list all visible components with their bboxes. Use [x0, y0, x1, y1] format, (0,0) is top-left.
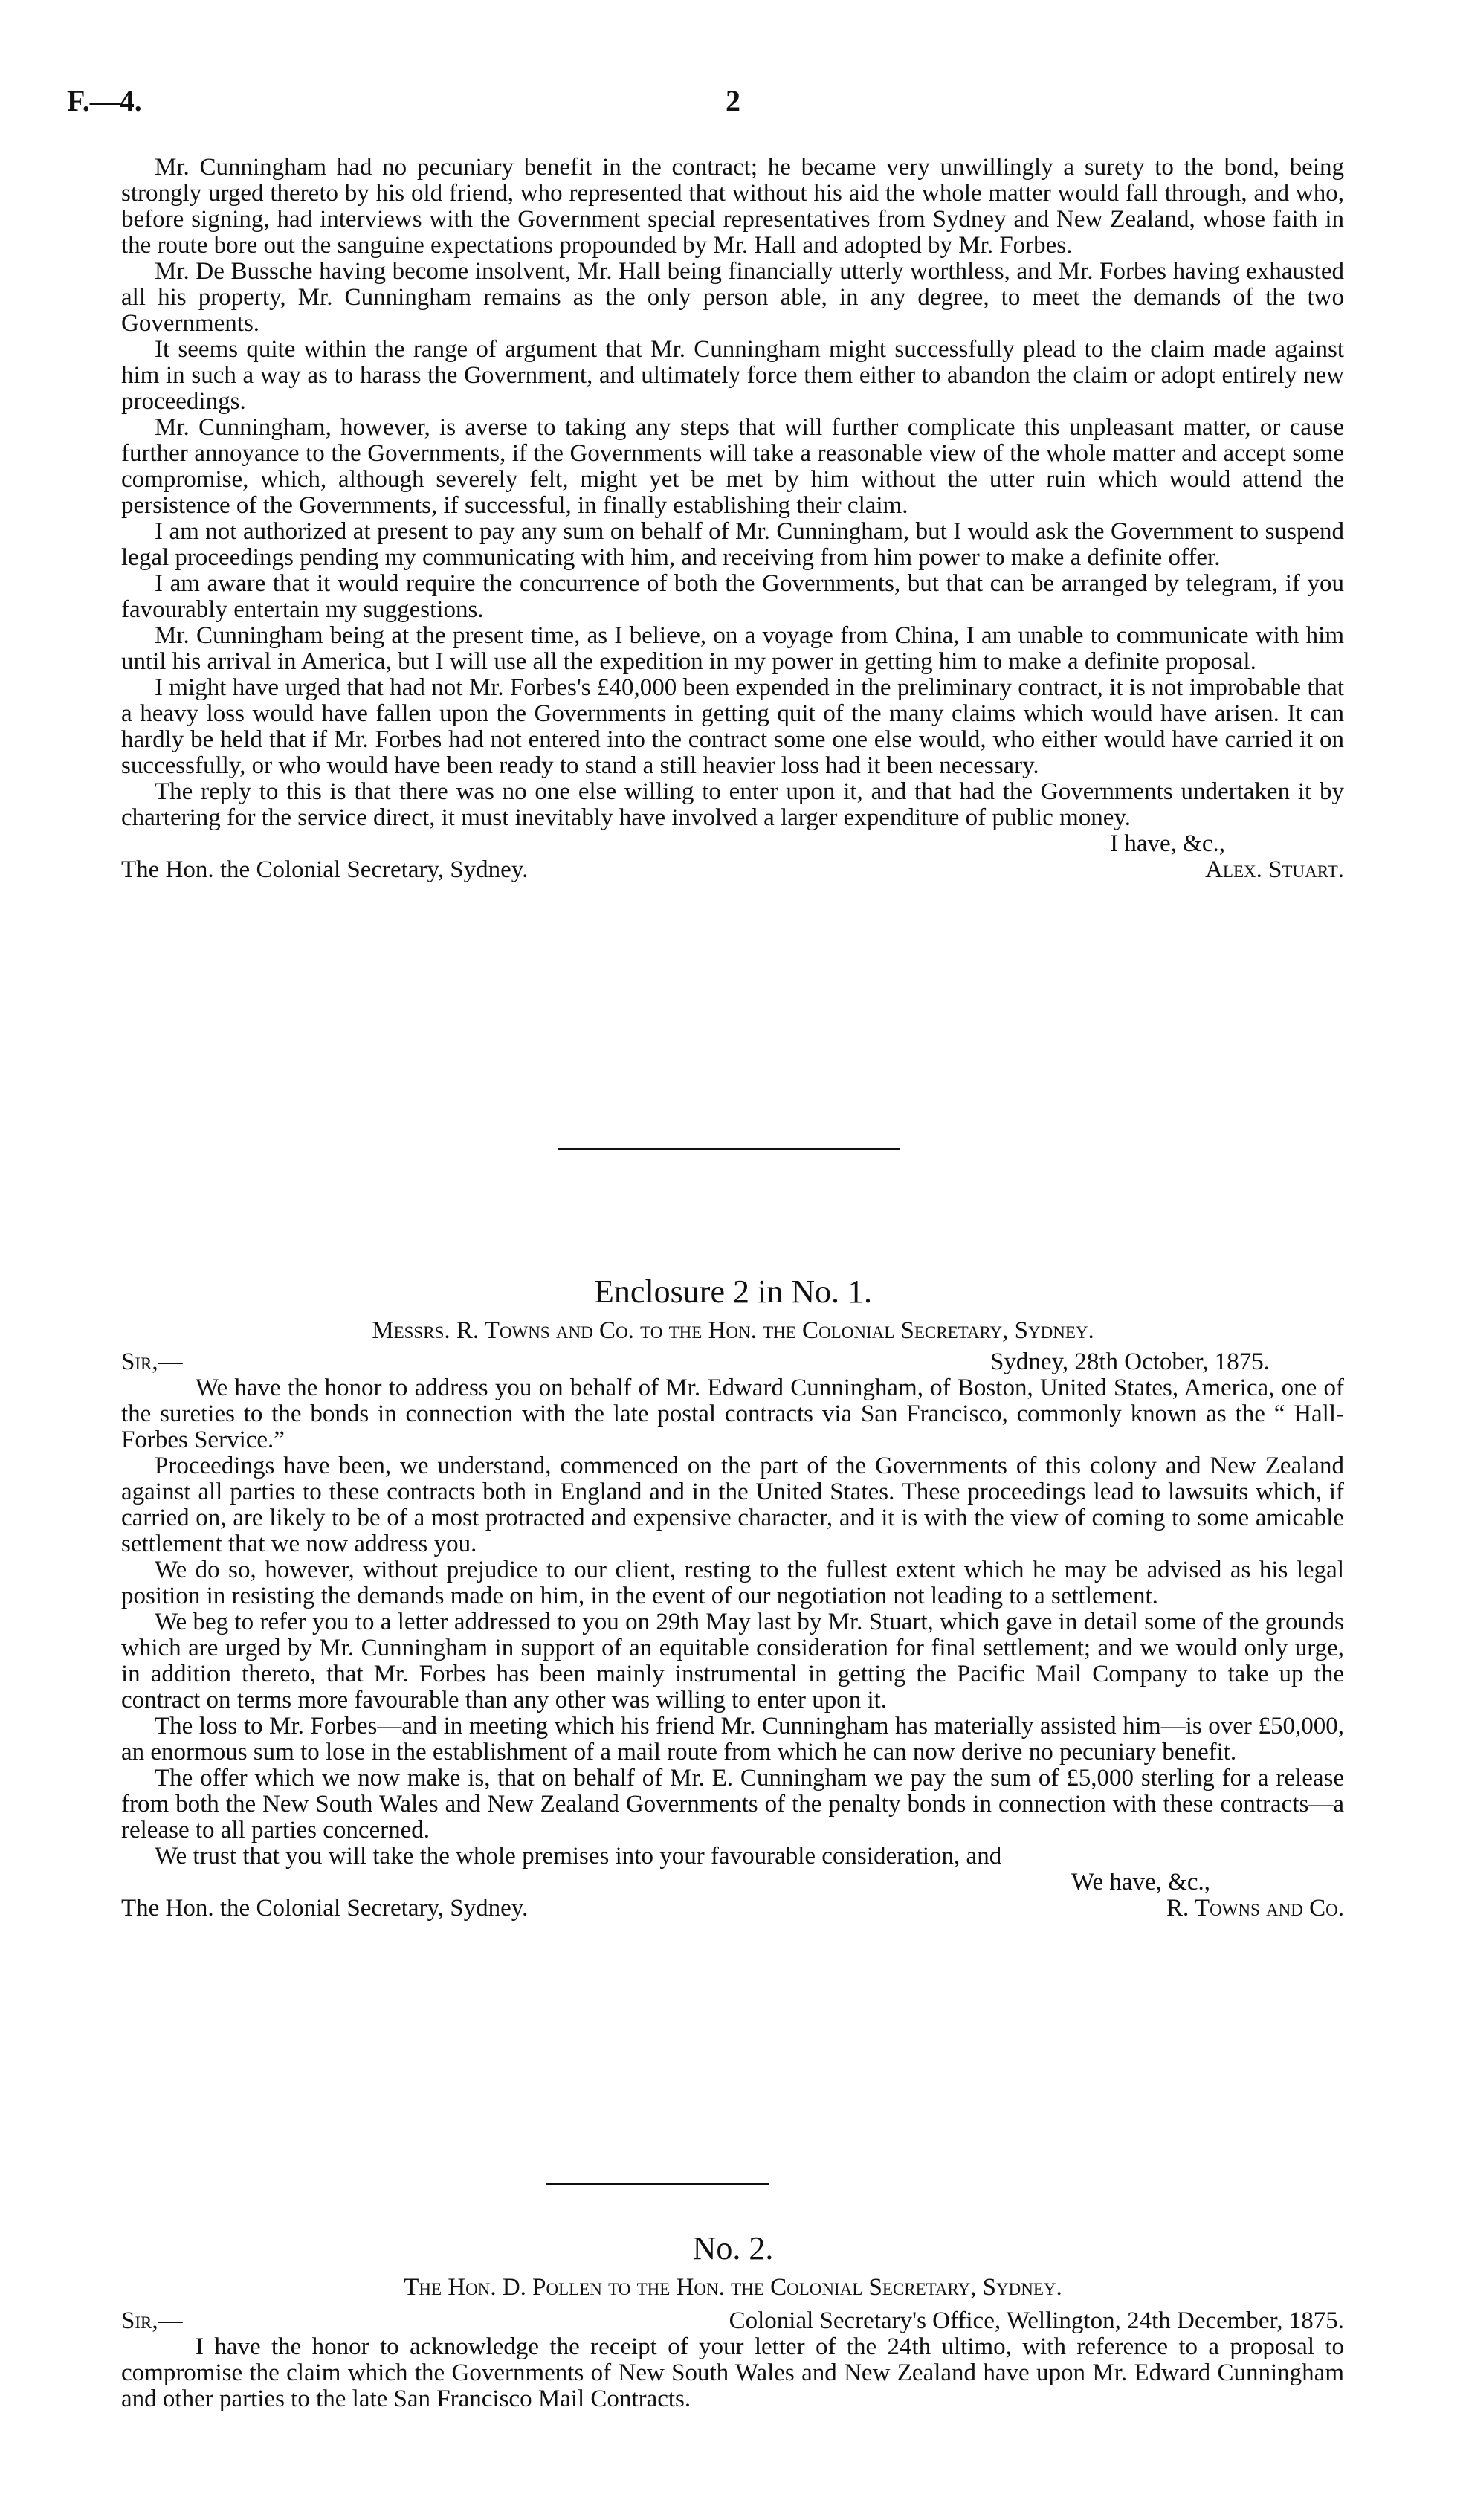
paragraph: We trust that you will take the whole premises into your favourable consideration, and	[155, 1843, 1002, 1870]
enclosure-subtitle: Messrs. R. Towns and Co. to the Hon. the Colonial Secretary, Sydney.	[372, 1317, 1094, 1344]
paragraph: It seems quite within the range of argument that Mr. Cunningham might successfully plead to the claim made against him in such a way as to harass the Government, and ultimately force them either to abandon the claim or adopt entirely new proceedings.	[121, 336, 1344, 415]
no2-title: No. 2.	[692, 2230, 774, 2267]
no2-subtitle: The Hon. D. Pollen to the Hon. the Colonial Secretary, Sydney.	[404, 2274, 1062, 2301]
paragraph: Mr. Cunningham had no pecuniary benefit in the contract; he became very unwillingly a surety to the bond, being strongly urged thereto by his old friend, who represented that without his aid the whole matter would fall through, and who, before signing, had interviews with the Government special representatives from Sydney and New Zealand, whose faith in the route bore out the sanguine expectations propounded by Mr. Hall and adopted by Mr. Forbes.	[121, 154, 1344, 259]
addressee: The Hon. the Colonial Secretary, Sydney.	[121, 1895, 529, 1922]
closing-row	[121, 831, 1344, 857]
page-number: 2	[726, 84, 740, 117]
paragraph: We do so, however, without prejudice to our client, resting to the fullest extent which he may be advised as his legal position in resisting the demands made on him, in the event of our negotiation not leading to a settlement.	[121, 1557, 1344, 1609]
dateline: Sydney, 28th October, 1875.	[990, 1348, 1270, 1375]
closing: I have, &c.,	[1110, 830, 1225, 857]
closing-row	[121, 1870, 1344, 1896]
section-divider	[558, 1148, 900, 1150]
paragraph: I have the honor to acknowledge the receipt of your letter of the 24th ultimo, with reference to a proposal to compromise the claim which the Governments of New South Wales and New Zealand have upon Mr. Edward Cunningham and other parties to the late San Francisco Mail Contracts.	[121, 2333, 1344, 2412]
signature: Alex. Stuart.	[1205, 856, 1344, 883]
paper-reference: F.—4.	[67, 84, 142, 117]
paragraph: Proceedings have been, we understand, commenced on the part of the Governments of this colony and New Zealand against all parties to these contracts both in England and in the United States. These proceedings lead to lawsuits which, if carried on, are likely to be of a most protracted and expensive character, and it is with the view of coming to some amicable settlement that we now address you.	[121, 1453, 1344, 1557]
paragraph: We have the honor to address you on behalf of Mr. Edward Cunningham, of Boston, United States, America, one of the sureties to the bonds in connection with the late postal contracts via San Francisco, commonly known as the “ Hall-Forbes Service.”	[121, 1374, 1344, 1453]
paragraph: I am aware that it would require the concurrence of both the Governments, but that can be arranged by telegram, if you favourably entertain my suggestions.	[121, 570, 1344, 623]
section-divider	[546, 2183, 769, 2185]
closing: We have, &c.,	[1071, 1869, 1210, 1896]
salutation: Sir,—	[121, 2307, 183, 2334]
paragraph: Mr. De Bussche having become insolvent, Mr. Hall being financially utterly worthless, and Mr. Forbes having exhausted all his property, Mr. Cunningham remains as the only person able, in any degree, to meet the demands of the two Governments.	[121, 258, 1344, 337]
letter-towns-body	[121, 1349, 1344, 1922]
paragraph: Mr. Cunningham being at the present time, as I believe, on a voyage from China, I am unable to communicate with him until his arrival in America, but I will use all the expedition in my power in getting him to make a definite proposal.	[121, 622, 1344, 675]
salutation-row	[121, 2308, 1344, 2334]
salutation: Sir,—	[121, 1348, 183, 1375]
salutation-row	[121, 1349, 1344, 1375]
paragraph: I might have urged that had not Mr. Forbes's £40,000 been expended in the preliminary contract, it is not improbable that a heavy loss would have fallen upon the Governments in getting quit of the many claims which would have arisen. It can hardly be held that if Mr. Forbes had not entered into the contract some one else would, who either would have carried it on successfully, or who would have been ready to stand a still heavier loss had it been necessary.	[121, 674, 1344, 779]
enclosure-title: Enclosure 2 in No. 1.	[594, 1273, 872, 1310]
addressee: The Hon. the Colonial Secretary, Sydney.	[121, 856, 529, 883]
paragraph: The loss to Mr. Forbes—and in meeting which his friend Mr. Cunningham has materially assisted him—is over £50,000, an enormous sum to lose in the establishment of a mail route from which he can now derive no pecuniary benefit.	[121, 1713, 1344, 1765]
paragraph: Mr. Cunningham, however, is averse to taking any steps that will further complicate this unpleasant matter, or cause further annoyance to the Governments, if the Governments will take a reasonable view of the whole matter and accept some compromise, which, although severely felt, might yet be met by him without the utter ruin which would attend the persistence of the Governments, if successful, in finally establishing their claim.	[121, 414, 1344, 519]
paragraph: The offer which we now make is, that on behalf of Mr. E. Cunningham we pay the sum of £5,000 sterling for a release from both the New South Wales and New Zealand Governments of the penalty bonds in connection with these contracts—a release to all parties concerned.	[121, 1765, 1344, 1844]
paragraph: I am not authorized at present to pay any sum on behalf of Mr. Cunningham, but I would ask the Government to suspend legal proceedings pending my communicating with him, and receiving from him power to make a definite offer.	[121, 518, 1344, 571]
paragraph: The reply to this is that there was no one else willing to enter upon it, and that had the Governments undertaken it by chartering for the service direct, it must inevitably have involved a larger expenditure of public money.	[121, 778, 1344, 831]
paragraph: We beg to refer you to a letter addressed to you on 29th May last by Mr. Stuart, which gave in detail some of the grounds which are urged by Mr. Cunningham in support of an equitable consideration for final settlement; and we would only urge, in addition thereto, that Mr. Forbes has been mainly instrumental in getting the Pacific Mail Company to take up the contract on terms more favourable than any other was willing to enter upon it.	[121, 1609, 1344, 1713]
dateline: Colonial Secretary's Office, Wellington, 24th December, 1875.	[729, 2307, 1344, 2334]
letter-stuart-body	[121, 155, 1344, 883]
signature-row	[121, 857, 1344, 883]
signature-row	[121, 1896, 1344, 1922]
signature: R. Towns and Co.	[1166, 1895, 1344, 1922]
page-header	[0, 84, 1466, 125]
letter-pollen-body	[121, 2308, 1344, 2412]
